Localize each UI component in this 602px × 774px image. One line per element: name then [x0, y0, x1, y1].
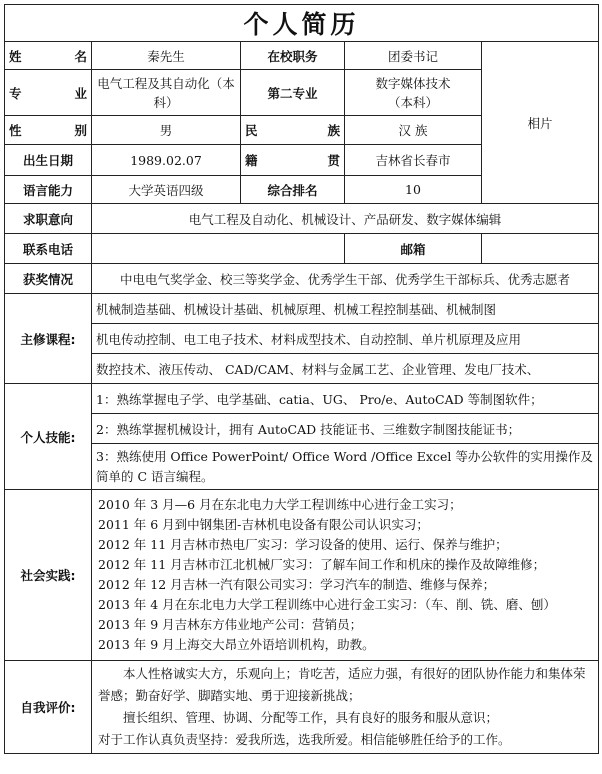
- language-label: 语言能力: [5, 176, 92, 204]
- origin-label: 籍 贯: [241, 145, 345, 176]
- practice-line: 2010 年 3 月—6 月在东北电力大学工程训练中心进行金工实习；: [98, 497, 462, 512]
- email-value: [482, 234, 599, 264]
- ranking-value: 10: [345, 176, 482, 204]
- courses-label: 主修课程:: [5, 294, 92, 384]
- practice-line: 2013 年 9 月吉林东方伟业地产公司：营销员；: [98, 617, 363, 632]
- second-major-value: [345, 70, 482, 116]
- practice-line: 2013 年 4 月在东北电力大学工程训练中心进行金工实习：（车、削、铣、磨、刨）: [98, 597, 556, 612]
- awards-value: 中电电气奖学金、校三等奖学金、优秀学生干部、优秀学生干部标兵、优秀志愿者: [92, 264, 599, 294]
- self-eval-text: [92, 661, 599, 754]
- self-eval-line: 对于工作认真负责坚持：爱我所选，选我所爱。相信能够胜任给予的工作。: [98, 732, 511, 747]
- course-line: 机电传动控制、电工电子技术、材料成型技术、自动控制、单片机原理及应用: [92, 324, 599, 354]
- second-major-value-line1: 数字媒体技术: [375, 75, 451, 91]
- self-eval-label: 自我评价:: [5, 661, 92, 754]
- practice-label: 社会实践:: [5, 490, 92, 661]
- position-label: 在校职务: [241, 42, 345, 70]
- course-line: 机械制造基础、机械设计基础、机械原理、机械工程控制基础、机械制图: [92, 294, 599, 324]
- self-eval-line: 擅长组织、管理、协调、分配等工作，具有良好的服务和服从意识；: [123, 710, 499, 725]
- gender-value: 男: [92, 116, 241, 145]
- photo-label: 相片: [527, 115, 553, 131]
- name-value: 秦先生: [92, 42, 241, 70]
- birth-value: 1989.02.07: [92, 145, 241, 176]
- ethnicity-value: 汉 族: [345, 116, 482, 145]
- major-value: [92, 70, 241, 116]
- intention-value: 电气工程及自动化、机械设计、产品研发、数字媒体编辑: [92, 204, 599, 234]
- email-label: 邮箱: [345, 234, 482, 264]
- practice-line: 2012 年 12 月吉林一汽有限公司实习：学习汽车的制造、维修与保养；: [98, 577, 496, 592]
- skill-line: 简单的 C 语言编程。: [96, 468, 214, 484]
- practice-list: [92, 490, 599, 661]
- practice-line: 2012 年 11 月吉林市江北机械厂实习：了解车间工作和机床的操作及故障维修；: [98, 557, 546, 572]
- photo-box: [482, 42, 599, 204]
- name-label: 姓 名: [5, 42, 92, 70]
- skill-line-multi: [92, 444, 599, 490]
- contact-value: [92, 234, 345, 264]
- origin-value: 吉林省长春市: [345, 145, 482, 176]
- practice-line: 2013 年 9 月上海交大昂立外语培训机构，助教。: [98, 637, 375, 652]
- ranking-label: 综合排名: [241, 176, 345, 204]
- awards-label: 获奖情况: [5, 264, 92, 294]
- skill-line: 3：熟练使用 Office PowerPoint/ Office Word /Office Excel 等办公软件的实用操作及: [96, 448, 593, 464]
- self-eval-line: 本人性格诚实大方，乐观向上；肯吃苦，适应力强，有很好的团队协作能力和集体荣: [123, 666, 586, 681]
- major-value-line2: 科）: [153, 94, 179, 110]
- skill-line: 1：熟练掌握电子学、电学基础、catia、UG、 Pro/e、AutoCAD 等制图软件；: [92, 384, 599, 414]
- major-label: 专 业: [5, 70, 92, 116]
- second-major-value-line2: （本科）: [387, 94, 438, 110]
- intention-label: 求职意向: [5, 204, 92, 234]
- ethnicity-label: 民 族: [241, 116, 345, 145]
- self-eval-line: 誉感；勤奋好学、脚踏实地、勇于迎接新挑战；: [98, 688, 361, 703]
- skill-line: 2：熟练掌握机械设计，拥有 AutoCAD 技能证书、三维数字制图技能证书；: [92, 414, 599, 444]
- second-major-label: 第二专业: [241, 70, 345, 116]
- course-line: 数控技术、液压传动、 CAD/CAM、材料与金属工艺、企业管理、发电厂技术、: [92, 354, 599, 384]
- skills-label: 个人技能:: [5, 384, 92, 490]
- language-value: 大学英语四级: [92, 176, 241, 204]
- page-title: 个人简历: [5, 5, 599, 42]
- practice-line: 2012 年 11 月吉林市热电厂实习：学习设备的使用、运行、保养与维护；: [98, 537, 508, 552]
- practice-line: 2011 年 6 月到中钢集团-吉林机电设备有限公司认识实习；: [98, 517, 429, 532]
- gender-label: 性 别: [5, 116, 92, 145]
- contact-label: 联系电话: [5, 234, 92, 264]
- major-value-line1: 电气工程及其自动化（本: [97, 75, 235, 91]
- birth-label: 出生日期: [5, 145, 92, 176]
- position-value: 团委书记: [345, 42, 482, 70]
- resume-table: [4, 4, 599, 754]
